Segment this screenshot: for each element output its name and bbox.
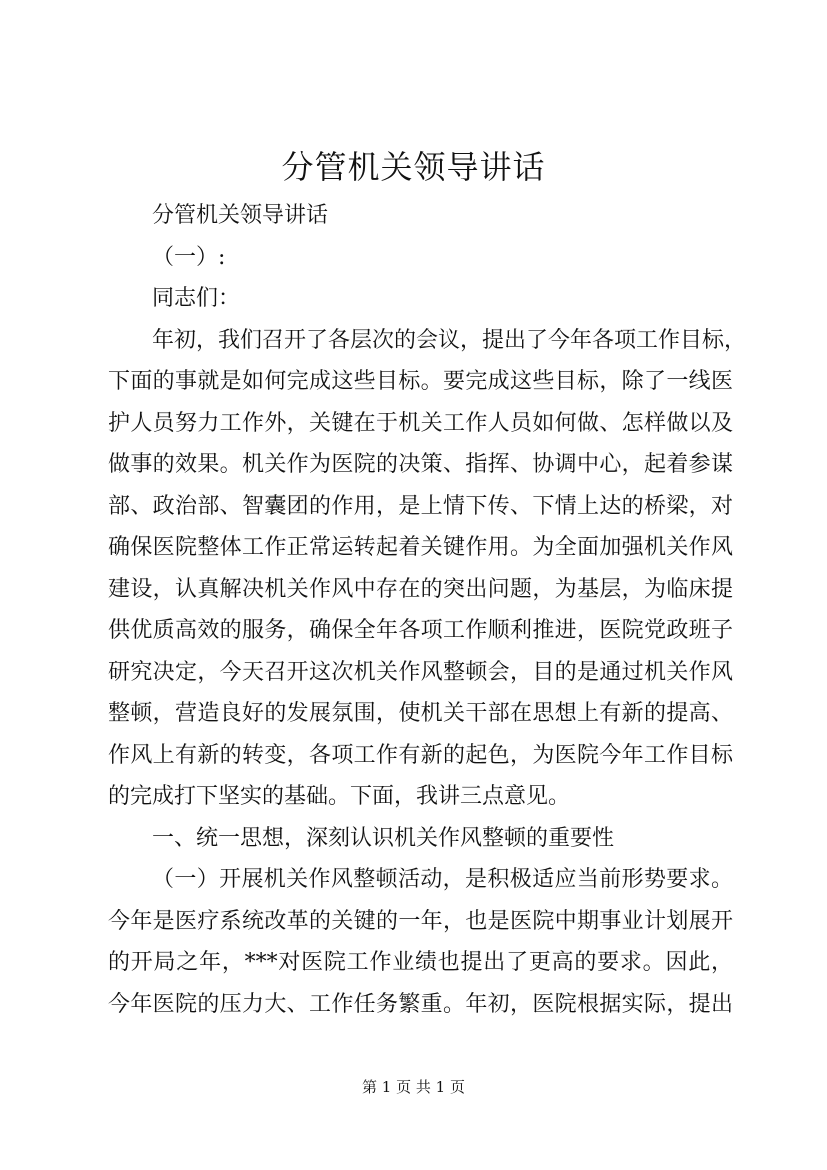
paragraph-line: 部、政治部、智囊团的作用，是上情下传、下情上达的桥梁，对 <box>108 493 733 519</box>
paragraph-line: 整顿，营造良好的发展氛围，使机关干部在思想上有新的提高、 <box>108 701 733 726</box>
subsection-heading: （一）开展机关作风整顿活动，是积极适应当前形势要求。 <box>152 867 733 892</box>
paragraph-line: 确保医院整体工作正常运转起着关键作用。为全面加强机关作风 <box>108 535 733 560</box>
document-title: 分管机关领导讲话 <box>281 148 546 186</box>
subtitle-line: 分管机关领导讲话 <box>152 203 329 228</box>
paragraph-line: 作风上有新的转变，各项工作有新的起色，为医院今年工作目标 <box>108 742 733 768</box>
salutation-line: 同志们： <box>152 286 241 311</box>
paragraph-line: 下面的事就是如何完成这些目标。要完成这些目标，除了一线医 <box>108 369 733 394</box>
paragraph-line: 供优质高效的服务，确保全年各项工作顺利推进，医院党政班子 <box>108 618 733 643</box>
paragraph-line: 的开局之年，***对医院工作业绩也提出了更高的要求。因此， <box>108 950 733 975</box>
document-body <box>108 195 747 1025</box>
paragraph-line: 的完成打下坚实的基础。下面，我讲三点意见。 <box>108 784 571 809</box>
paragraph-line: 护人员努力工作外，关键在于机关工作人员如何做、怎样做以及 <box>108 410 733 436</box>
page-number-footer: 第 1 页 共 1 页 <box>362 1078 465 1096</box>
paragraph-line: 今年是医疗系统改革的关键的一年，也是医院中期事业计划展开 <box>108 908 733 934</box>
paragraph-line: 年初，我们召开了各层次的会议，提出了今年各项工作目标， <box>152 327 747 353</box>
paragraph-line: 今年医院的压力大、工作任务繁重。年初，医院根据实际，提出 <box>108 991 733 1017</box>
section-heading: 一、统一思想，深刻认识机关作风整顿的重要性 <box>152 825 615 851</box>
paragraph-line: 做事的效果。机关作为医院的决策、指挥、协调中心，起着参谋 <box>108 452 733 477</box>
paragraph-line: 建设，认真解决机关作风中存在的突出问题，为基层，为临床提 <box>108 576 733 602</box>
paragraph-line: 研究决定，今天召开这次机关作风整顿会，目的是通过机关作风 <box>108 659 733 685</box>
section-number-line: （一）: <box>152 244 226 270</box>
